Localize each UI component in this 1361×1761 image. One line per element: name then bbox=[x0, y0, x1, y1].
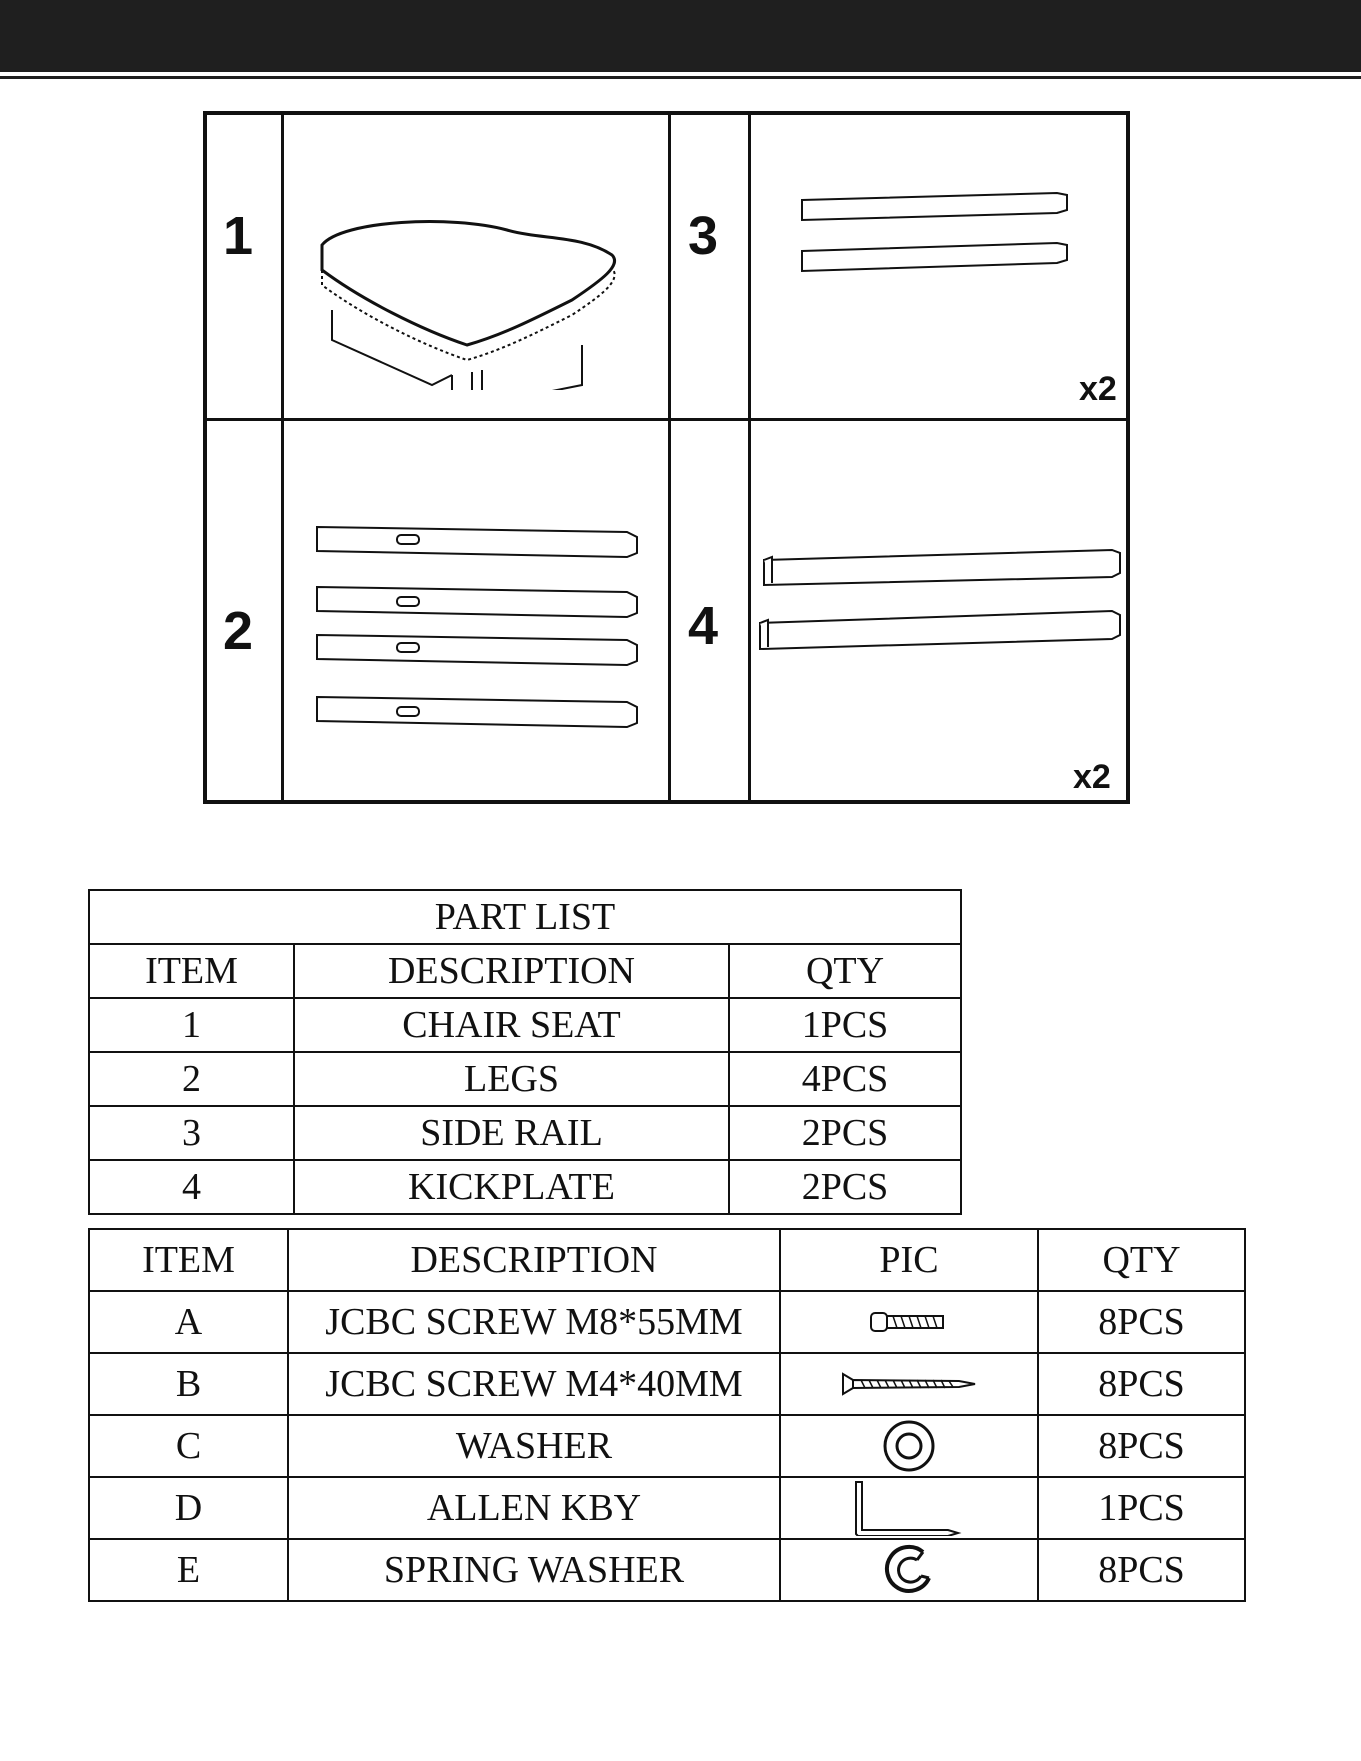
pic-cell bbox=[780, 1291, 1038, 1353]
table-row bbox=[89, 1415, 1245, 1477]
item-cell: 1 bbox=[89, 998, 294, 1052]
item-cell: D bbox=[89, 1477, 288, 1539]
header-qty: QTY bbox=[1038, 1229, 1245, 1291]
description-cell: KICKPLATE bbox=[294, 1160, 729, 1214]
pic-cell bbox=[780, 1477, 1038, 1539]
header-pic: PIC bbox=[780, 1229, 1038, 1291]
header-item: ITEM bbox=[89, 1229, 288, 1291]
description-cell: ALLEN KBY bbox=[288, 1477, 780, 1539]
description-cell: JCBC SCREW M4*40MM bbox=[288, 1353, 780, 1415]
multiplier-3: x2 bbox=[1079, 370, 1117, 408]
item-cell: 3 bbox=[89, 1106, 294, 1160]
grid-divider bbox=[668, 115, 671, 800]
qty-cell: 8PCS bbox=[1038, 1415, 1245, 1477]
bolt-icon bbox=[869, 1309, 949, 1335]
part-number-4: 4 bbox=[688, 596, 719, 656]
parts-illustration-grid bbox=[203, 111, 1130, 804]
part-number-1: 1 bbox=[223, 206, 254, 266]
item-cell: 4 bbox=[89, 1160, 294, 1214]
description-cell: SIDE RAIL bbox=[294, 1106, 729, 1160]
header-qty: QTY bbox=[729, 944, 961, 998]
legs-illustration bbox=[307, 515, 652, 755]
qty-cell: 1PCS bbox=[729, 998, 961, 1052]
allen-key-icon bbox=[854, 1480, 964, 1536]
wood-screw-icon bbox=[839, 1372, 979, 1396]
header-description: DESCRIPTION bbox=[288, 1229, 780, 1291]
qty-cell: 2PCS bbox=[729, 1106, 961, 1160]
header-item: ITEM bbox=[89, 944, 294, 998]
description-cell: WASHER bbox=[288, 1415, 780, 1477]
description-cell: LEGS bbox=[294, 1052, 729, 1106]
qty-cell: 2PCS bbox=[729, 1160, 961, 1214]
table-row bbox=[89, 998, 961, 1052]
chair-seat-illustration bbox=[302, 160, 662, 390]
header-bar bbox=[0, 0, 1361, 72]
table-row bbox=[89, 1106, 961, 1160]
kickplate-illustration bbox=[752, 535, 1132, 675]
pic-cell bbox=[780, 1415, 1038, 1477]
description-cell: CHAIR SEAT bbox=[294, 998, 729, 1052]
description-cell: JCBC SCREW M8*55MM bbox=[288, 1291, 780, 1353]
table-row bbox=[89, 1291, 1245, 1353]
part-number-2: 2 bbox=[223, 601, 254, 661]
item-cell: A bbox=[89, 1291, 288, 1353]
spring-washer-icon bbox=[879, 1544, 939, 1596]
pic-cell bbox=[780, 1353, 1038, 1415]
header-description: DESCRIPTION bbox=[294, 944, 729, 998]
table-row bbox=[89, 1477, 1245, 1539]
table-row bbox=[89, 1353, 1245, 1415]
hardware-list-table bbox=[88, 1228, 1246, 1602]
qty-cell: 8PCS bbox=[1038, 1353, 1245, 1415]
pic-cell bbox=[780, 1539, 1038, 1601]
part-list-table bbox=[88, 889, 962, 1215]
grid-divider bbox=[748, 115, 751, 800]
item-cell: 2 bbox=[89, 1052, 294, 1106]
part-list-title: PART LIST bbox=[89, 890, 961, 944]
qty-cell: 8PCS bbox=[1038, 1291, 1245, 1353]
table-row bbox=[89, 1539, 1245, 1601]
side-rail-illustration bbox=[792, 185, 1102, 305]
qty-cell: 4PCS bbox=[729, 1052, 961, 1106]
item-cell: C bbox=[89, 1415, 288, 1477]
grid-divider bbox=[281, 115, 284, 800]
part-number-3: 3 bbox=[688, 206, 719, 266]
description-cell: SPRING WASHER bbox=[288, 1539, 780, 1601]
table-row bbox=[89, 1052, 961, 1106]
item-cell: B bbox=[89, 1353, 288, 1415]
table-row bbox=[89, 1160, 961, 1214]
washer-icon bbox=[879, 1420, 939, 1472]
item-cell: E bbox=[89, 1539, 288, 1601]
grid-divider bbox=[207, 418, 1126, 421]
qty-cell: 8PCS bbox=[1038, 1539, 1245, 1601]
multiplier-4: x2 bbox=[1073, 758, 1111, 796]
qty-cell: 1PCS bbox=[1038, 1477, 1245, 1539]
